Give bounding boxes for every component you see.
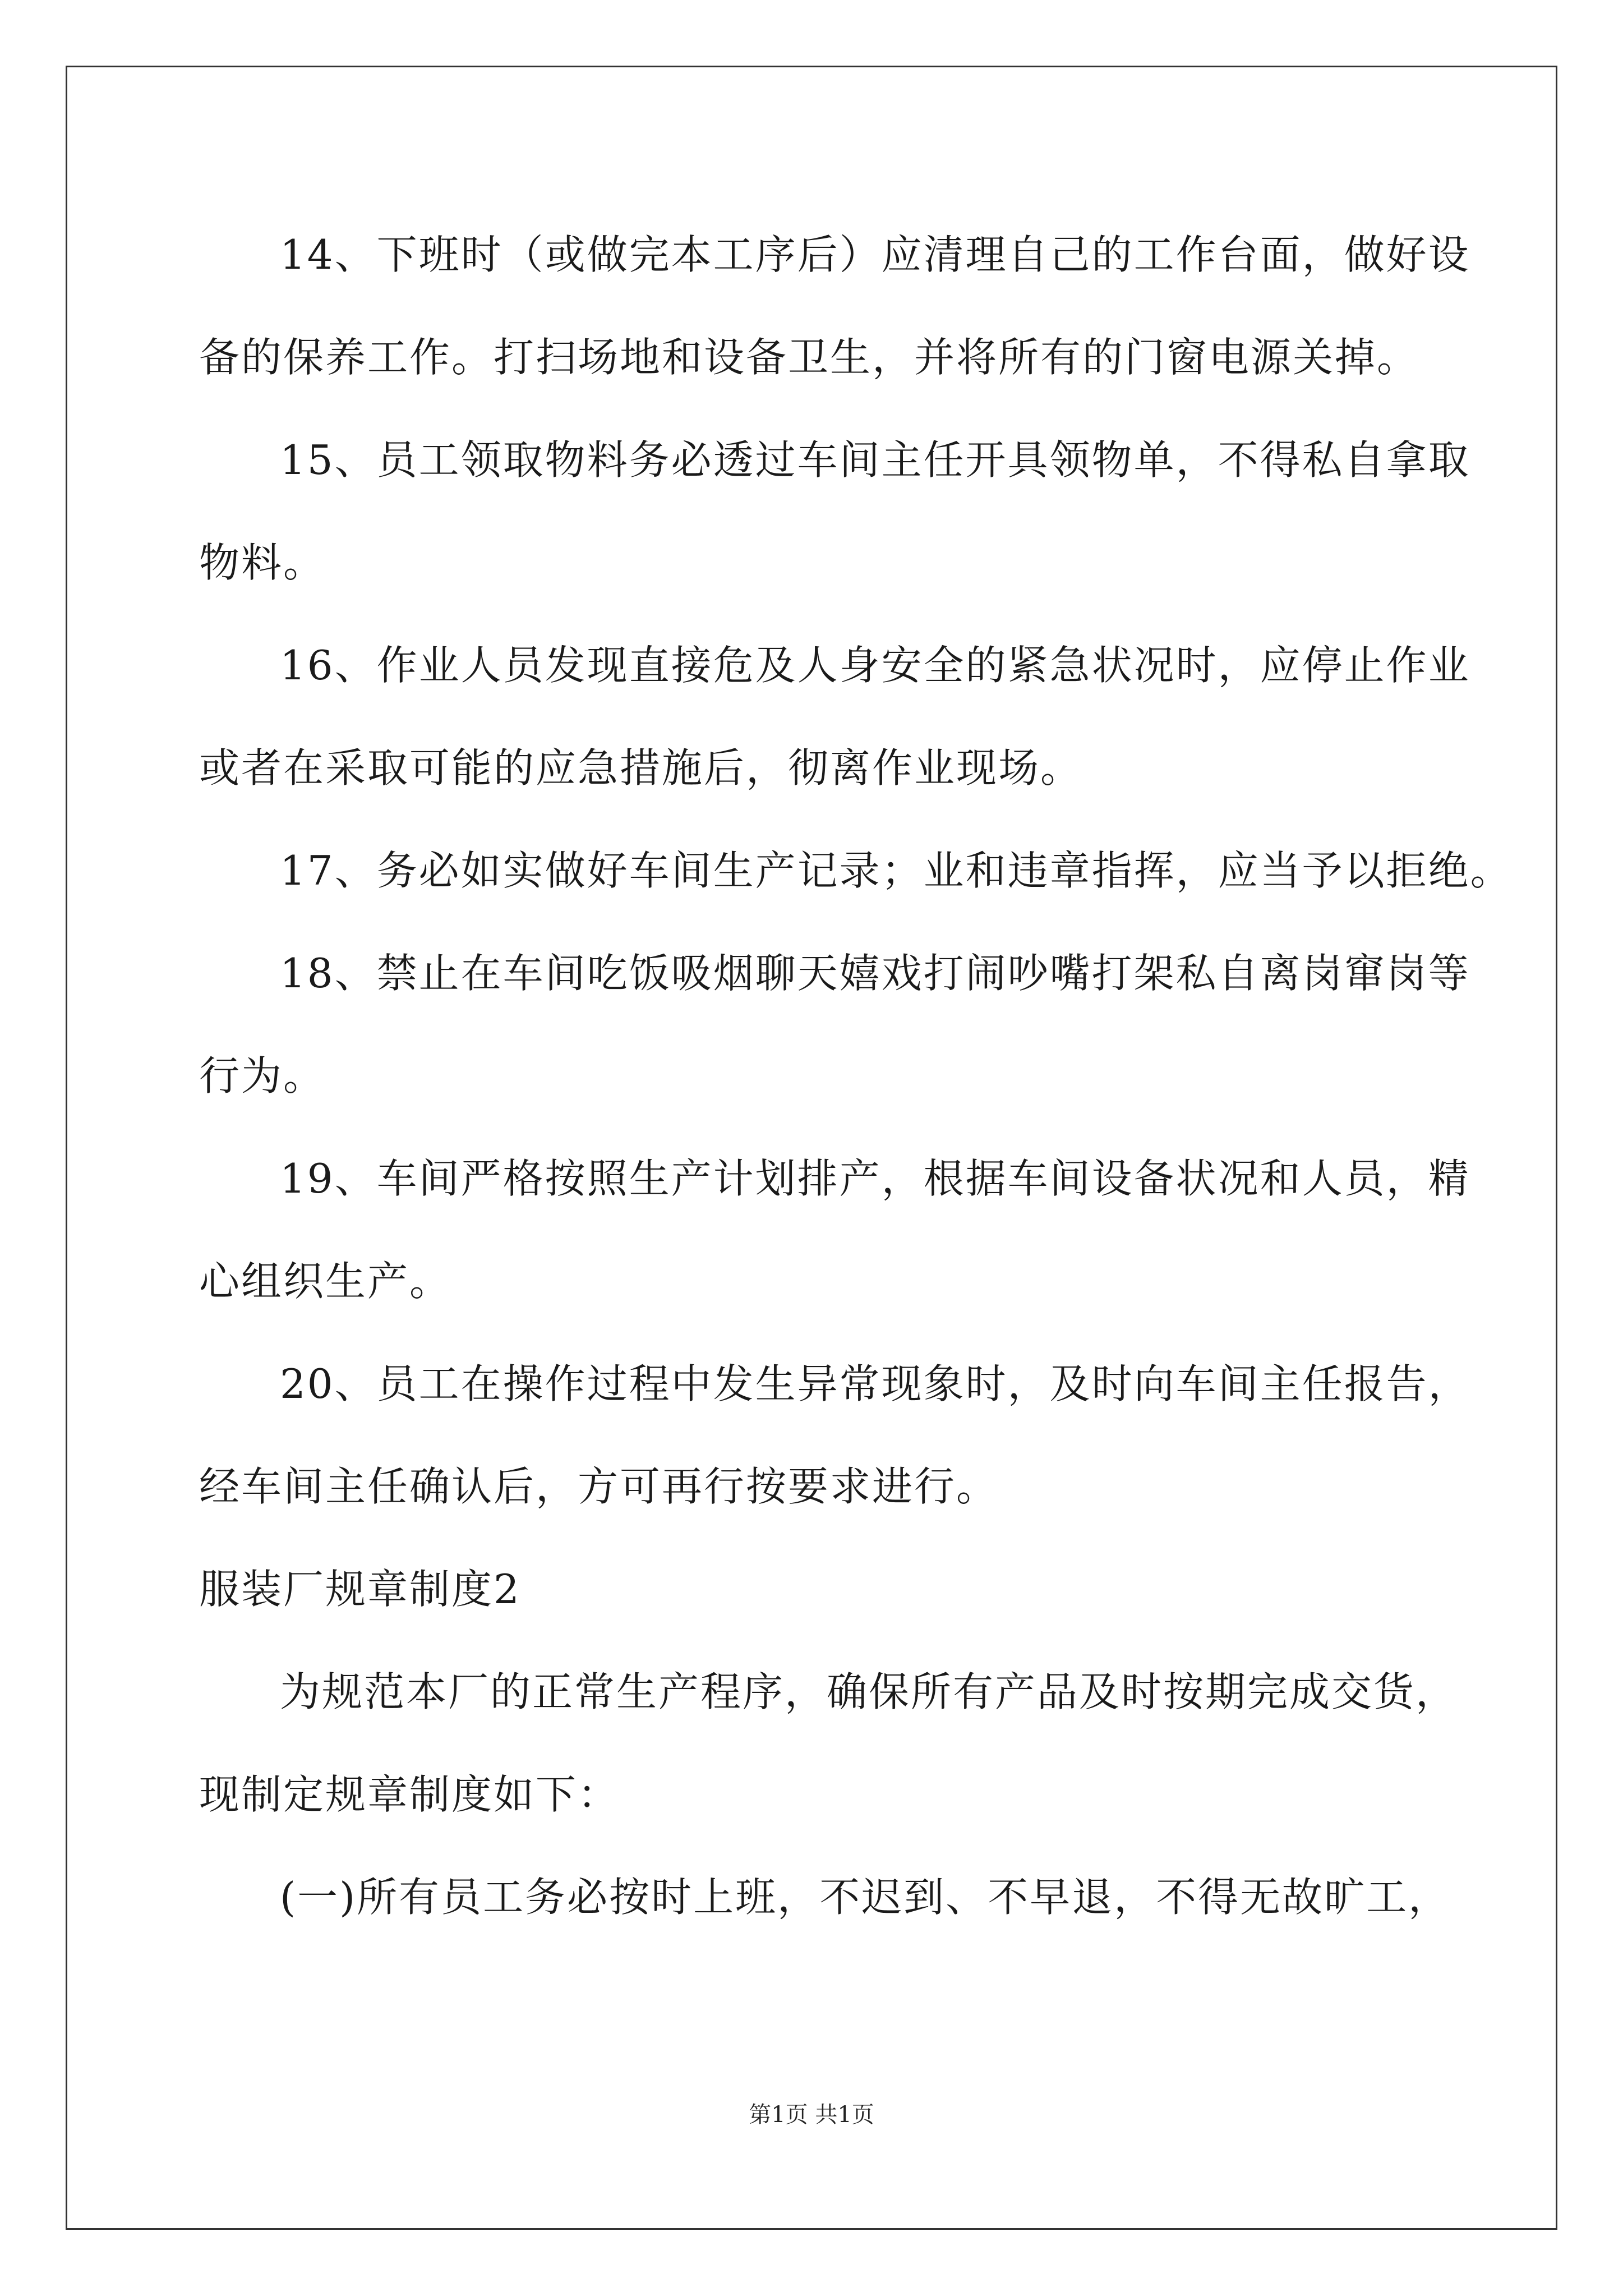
paragraph-15-line-1: 15、员工领取物料务必透过车间主任开具领物单，不得私自拿取 (280, 436, 1470, 484)
section-heading: 服装厂规章制度2 (199, 1566, 521, 1613)
paragraph-17-line-1: 17、务必如实做好车间生产记录；业和违章指挥，应当予以拒绝。 (280, 847, 1513, 894)
paragraph-14-line-2: 备的保养工作。打扫场地和设备卫生，并将所有的门窗电源关掉。 (199, 334, 1419, 381)
paragraph-16-line-1: 16、作业人员发现直接危及人身安全的紧急状况时，应停止作业 (280, 642, 1470, 689)
rule-1-line-1: (一)所有员工务必按时上班，不迟到、不早退，不得无故旷工， (280, 1874, 1451, 1921)
page-footer: 第1页 共1页 (749, 2102, 874, 2128)
paragraph-16-line-2: 或者在采取可能的应急措施后，彻离作业现场。 (199, 744, 1083, 792)
paragraph-18-line-2: 行为。 (199, 1052, 326, 1099)
intro-line-1: 为规范本厂的正常生产程序，确保所有产品及时按期完成交货， (280, 1668, 1458, 1715)
paragraph-20-line-1: 20、员工在操作过程中发生异常现象时，及时向车间主任报告， (280, 1360, 1470, 1407)
paragraph-20-line-2: 经车间主任确认后，方可再行按要求进行。 (199, 1463, 999, 1510)
intro-line-2: 现制定规章制度如下： (199, 1771, 620, 1818)
paragraph-15-line-2: 物料。 (199, 539, 326, 586)
paragraph-18-line-1: 18、禁止在车间吃饭吸烟聊天嬉戏打闹吵嘴打架私自离岗窜岗等 (280, 950, 1470, 997)
paragraph-14-line-1: 14、下班时（或做完本工序后）应清理自己的工作台面，做好设 (280, 231, 1470, 278)
paragraph-19-line-2: 心组织生产。 (199, 1258, 452, 1305)
paragraph-19-line-1: 19、车间严格按照生产计划排产，根据车间设备状况和人员，精 (280, 1155, 1470, 1202)
